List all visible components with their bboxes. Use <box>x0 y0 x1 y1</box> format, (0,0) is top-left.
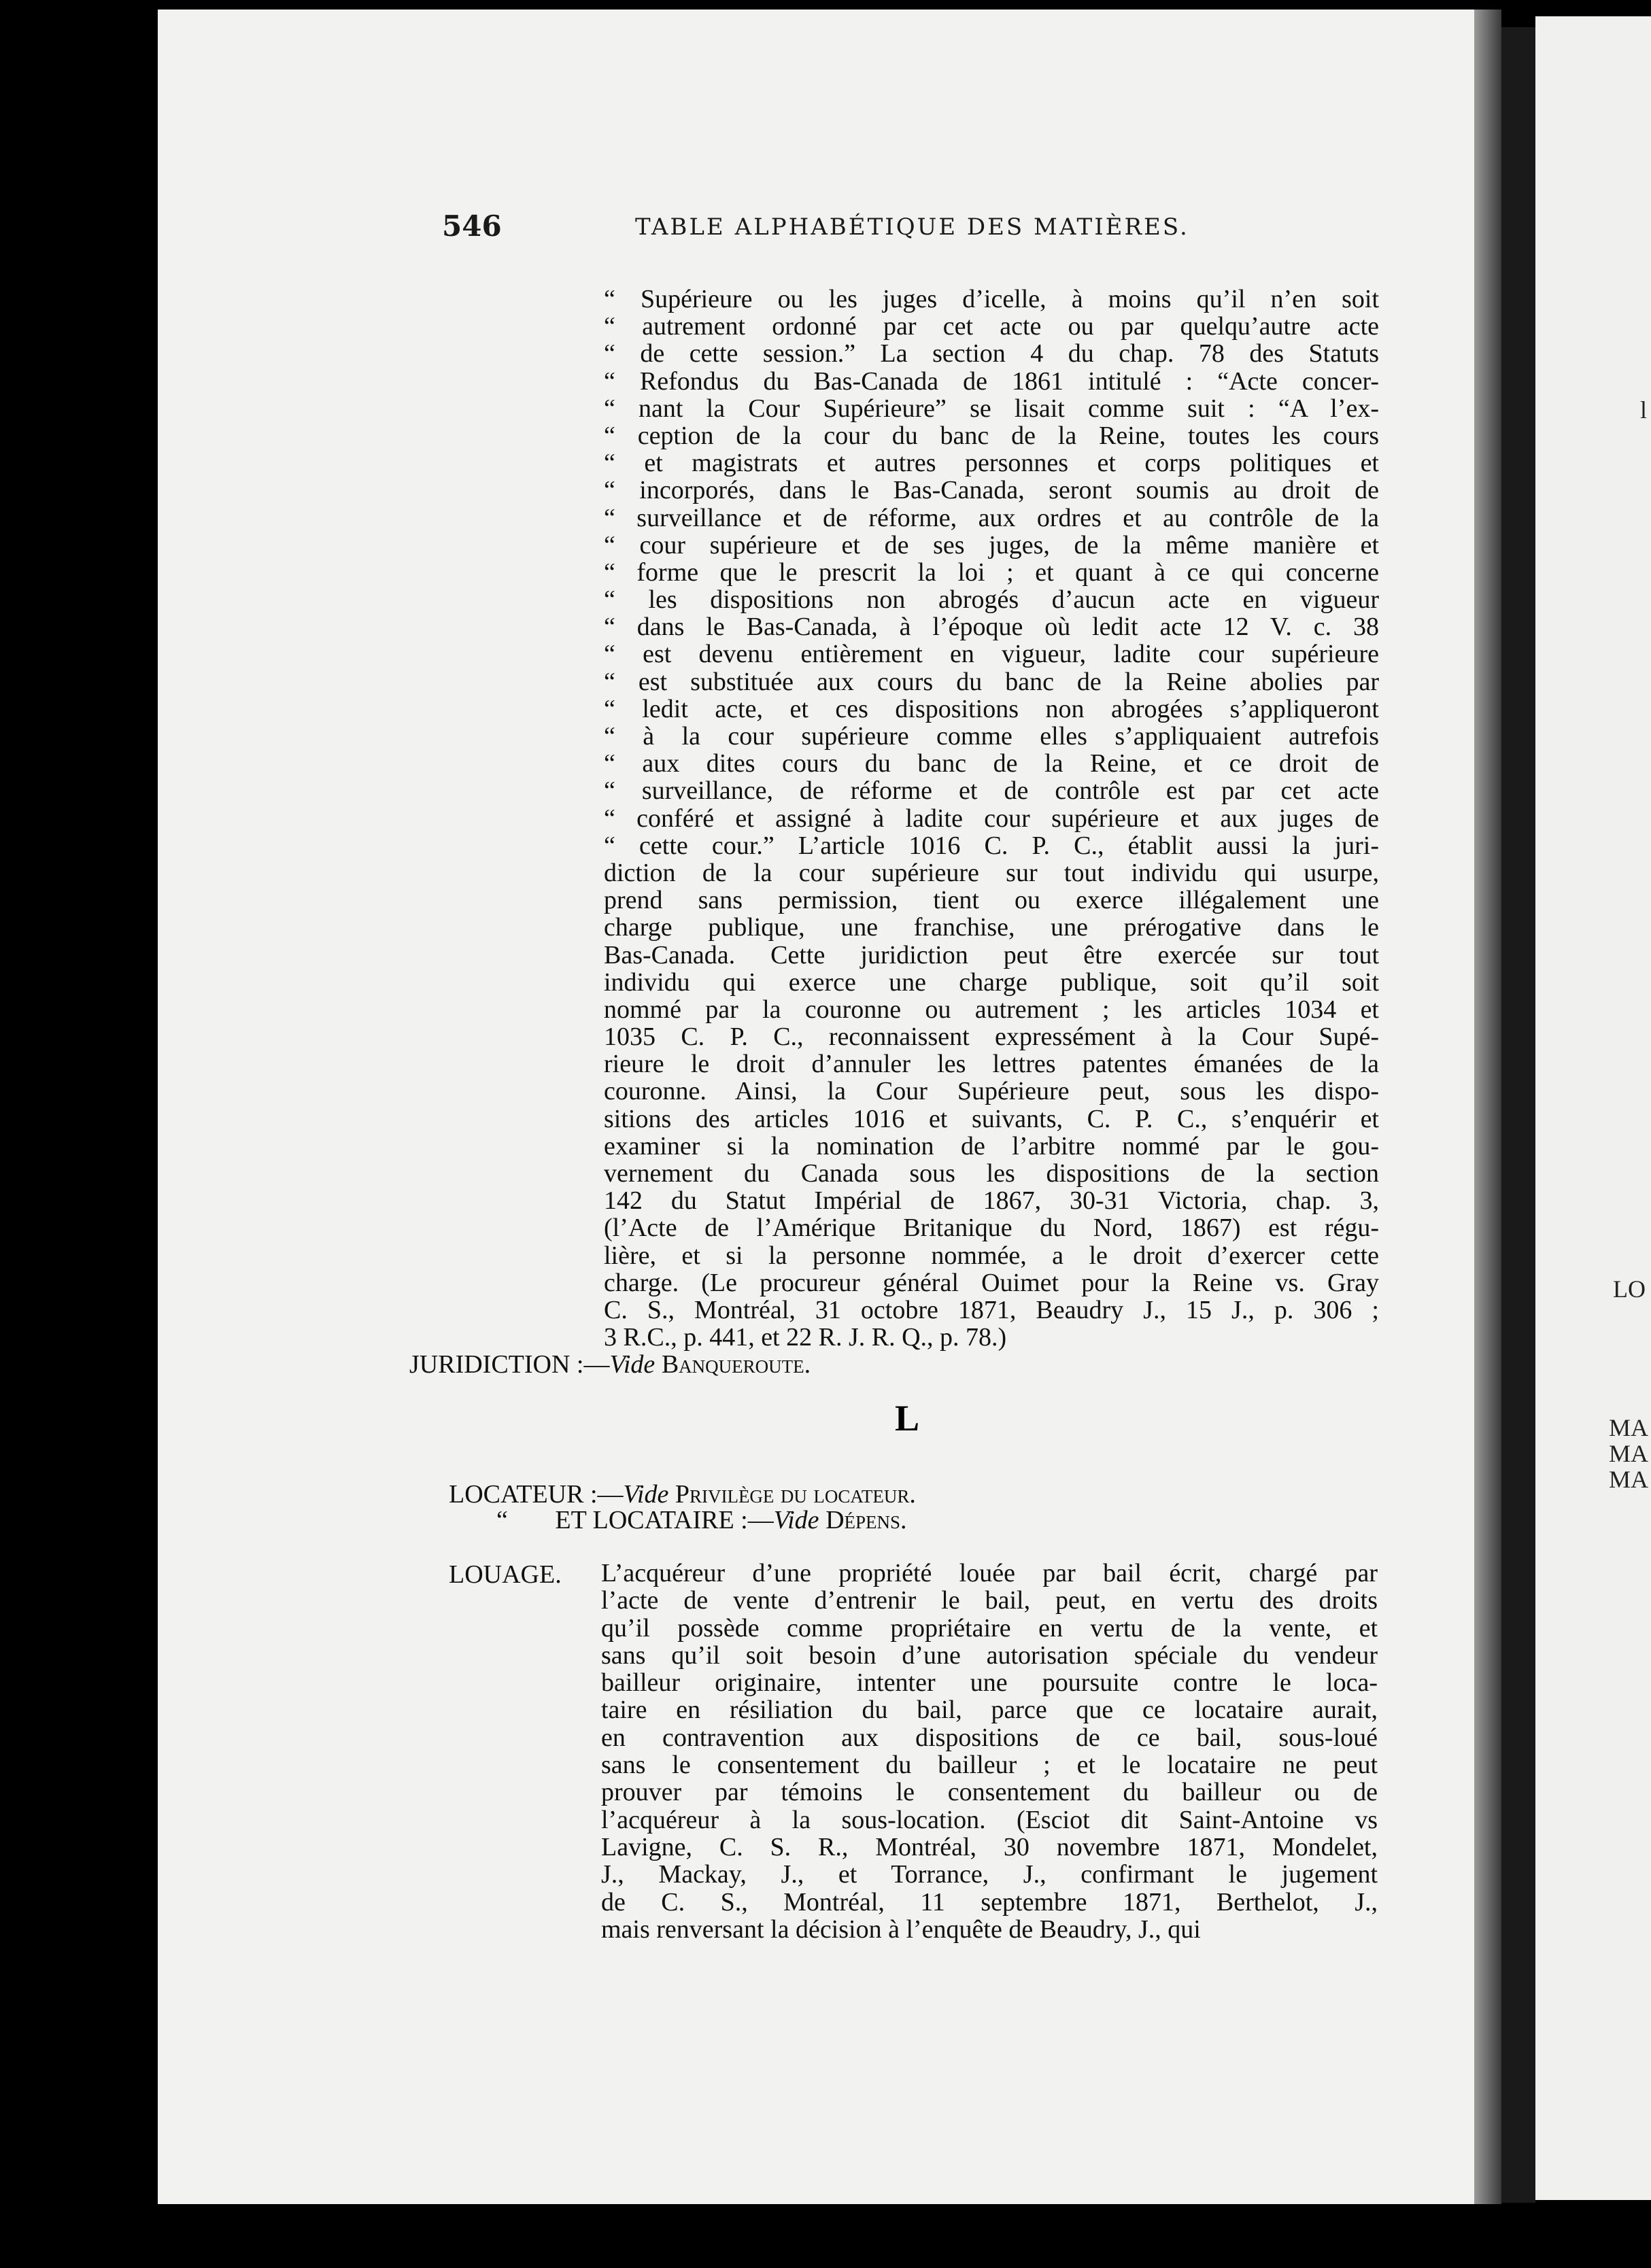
text-line: “ ception de la cour du banc de la Reine, toutes les cours <box>604 421 1379 450</box>
text-line: “ forme que le prescrit la loi ; et quant à ce qui concerne <box>604 557 1379 587</box>
entry-head: ET LOCATAIRE :— <box>555 1506 774 1534</box>
text-line: couronne. Ainsi, la Cour Supérieure peut, sous les dispo- <box>604 1077 1379 1106</box>
index-entry-locataire <box>496 1505 907 1535</box>
text-line: “ Refondus du Bas-Canada de 1861 intitulé : “Acte concer- <box>604 366 1379 396</box>
text-line: “ nant la Cour Supérieure” se lisait comme suit : “A l’ex- <box>604 394 1379 423</box>
text-line: J., Mackay, J., et Torrance, J., confirmant le jugement <box>601 1860 1378 1889</box>
text-line: “ cour supérieure et de ses juges, de la même manière et <box>604 530 1379 560</box>
facing-page-fragment: MA <box>1609 1414 1649 1441</box>
page-number: 546 <box>442 209 502 243</box>
text-line: mais renversant la décision à l’enquête de Beaudry, J., qui <box>601 1914 1201 1944</box>
text-line: (l’Acte de l’Amérique Britanique du Nord, 1867) est régu- <box>604 1214 1379 1243</box>
text-line: “ aux dites cours du banc de la Reine, et ce droit de <box>604 749 1379 778</box>
text-line: C. S., Montréal, 31 octobre 1871, Beaudry J., 15 J., p. 306 ; <box>604 1295 1379 1324</box>
text-line: “ à la cour supérieure comme elles s’appliquaient autrefois <box>604 722 1379 751</box>
text-line: diction de la cour supérieure sur tout individu qui usurpe, <box>604 858 1379 887</box>
text-line: prend sans permission, tient ou exerce illégalement une <box>604 886 1379 915</box>
louage-paragraph <box>601 1560 1378 1943</box>
vide-label: Vide <box>623 1480 669 1509</box>
text-line: sitions des articles 1016 et suivants, C. P. C., s’enquérir et <box>604 1104 1379 1133</box>
jurisdiction-paragraph <box>604 286 1379 1351</box>
text-line: charge. (Le procureur général Ouimet pour la Reine vs. Gray <box>604 1268 1379 1297</box>
text-line: sans le consentement du bailleur ; et le locataire ne peut <box>601 1751 1378 1780</box>
text-line: Lavigne, C. S. R., Montréal, 30 novembre 1871, Mondelet, <box>601 1832 1378 1861</box>
vide-label: Vide <box>609 1350 656 1379</box>
text-line: bailleur originaire, intenter une poursuite contre le loca- <box>601 1668 1378 1698</box>
text-line: “ est substituée aux cours du banc de la Reine abolies par <box>604 667 1379 696</box>
facing-page-fragment: MA <box>1609 1440 1649 1467</box>
text-line: L’acquéreur d’une propriété louée par bail écrit, chargé par <box>601 1559 1378 1587</box>
index-entry-louage-head: LOUAGE. <box>449 1560 562 1589</box>
text-line: lière, et si la personne nommée, a le droit d’exercer cette <box>604 1241 1379 1270</box>
text-line: charge publique, une franchise, une prérogative dans le <box>604 913 1379 942</box>
text-line: vernement du Canada sous les dispositions de la section <box>604 1159 1379 1188</box>
text-line: rieure le droit d’annuler les lettres patentes émanées de la <box>604 1050 1379 1079</box>
vide-label: Vide <box>773 1506 819 1534</box>
index-entry-juridiction <box>409 1350 811 1379</box>
text-line: 3 R.C., p. 441, et 22 R. J. R. Q., p. 78.) <box>604 1323 1007 1352</box>
entry-head: LOCATEUR :— <box>449 1480 624 1509</box>
page-edge-shadow <box>1474 10 1501 2204</box>
text-line: “ incorporés, dans le Bas-Canada, seront soumis au droit de <box>604 476 1379 505</box>
cross-reference: Dépens. <box>826 1506 907 1534</box>
text-line: individu qui exerce une charge publique, soit qu’il soit <box>604 967 1379 997</box>
text-line: “ ledit acte, et ces dispositions non abrogées s’appliqueront <box>604 694 1379 723</box>
text-line: qu’il possède comme propriétaire en vertu de la vente, et <box>601 1613 1378 1643</box>
cross-reference: Banqueroute. <box>661 1350 811 1379</box>
text-line: examiner si la nomination de l’arbitre nommé par le gou- <box>604 1131 1379 1161</box>
text-line: prouver par témoins le consentement du bailleur ou de <box>601 1778 1378 1807</box>
text-line: “ et magistrats et autres personnes et corps politiques et <box>604 449 1379 478</box>
text-line: “ cette cour.” L’article 1016 C. P. C., établit aussi la juri- <box>604 831 1379 860</box>
text-line: l’acquéreur à la sous-location. (Esciot dit Saint-Antoine vs <box>601 1805 1378 1834</box>
text-line: sans qu’il soit besoin d’une autorisation spéciale du vendeur <box>601 1640 1378 1670</box>
text-line: en contravention aux dispositions de ce bail, sous-loué <box>601 1723 1378 1752</box>
facing-page <box>1535 16 1651 2200</box>
text-line: “ surveillance et de réforme, aux ordres et au contrôle de la <box>604 503 1379 532</box>
running-title: TABLE ALPHABÉTIQUE DES MATIÈRES. <box>635 213 1189 241</box>
text-line: “ les dispositions non abrogés d’aucun acte en vigueur <box>604 585 1379 615</box>
text-line: 142 du Statut Impérial de 1867, 30-31 Victoria, chap. 3, <box>604 1186 1379 1216</box>
text-line: “ Supérieure ou les juges d’icelle, à moins qu’il n’en soit <box>604 285 1379 313</box>
text-line: de C. S., Montréal, 11 septembre 1871, Berthelot, J., <box>601 1887 1378 1917</box>
text-line: “ est devenu entièrement en vigueur, ladite cour supérieure <box>604 640 1379 669</box>
text-line: “ de cette session.” La section 4 du chap. 78 des Statuts <box>604 339 1379 368</box>
text-line: l’acte de vente d’entrenir le bail, peut, en vertu des droits <box>601 1586 1378 1615</box>
text-line: 1035 C. P. C., reconnaissent expressément à la Cour Supé- <box>604 1023 1379 1052</box>
ditto-mark: “ <box>496 1506 508 1534</box>
facing-page-fragment: MA <box>1609 1466 1649 1493</box>
text-line: “ autrement ordonné par cet acte ou par quelqu’autre acte <box>604 312 1379 341</box>
facing-page-fragment: LO <box>1613 1275 1646 1303</box>
text-line: taire en résiliation du bail, parce que ce locataire aurait, <box>601 1696 1378 1725</box>
entry-head: JURIDICTION :— <box>409 1350 610 1379</box>
section-letter: L <box>895 1398 920 1439</box>
facing-page-fragment: l <box>1640 396 1648 424</box>
book-gutter <box>1501 27 1535 2203</box>
text-line: “ surveillance, de réforme et de contrôle est par cet acte <box>604 776 1379 806</box>
text-line: nommé par la couronne ou autrement ; les articles 1034 et <box>604 995 1379 1024</box>
cross-reference: Privilège du locateur. <box>675 1480 916 1509</box>
text-line: Bas-Canada. Cette juridiction peut être exercée sur tout <box>604 940 1379 969</box>
text-line: “ conféré et assigné à ladite cour supérieure et aux juges de <box>604 804 1379 833</box>
text-line: “ dans le Bas-Canada, à l’époque où ledit acte 12 V. c. 38 <box>604 613 1379 642</box>
